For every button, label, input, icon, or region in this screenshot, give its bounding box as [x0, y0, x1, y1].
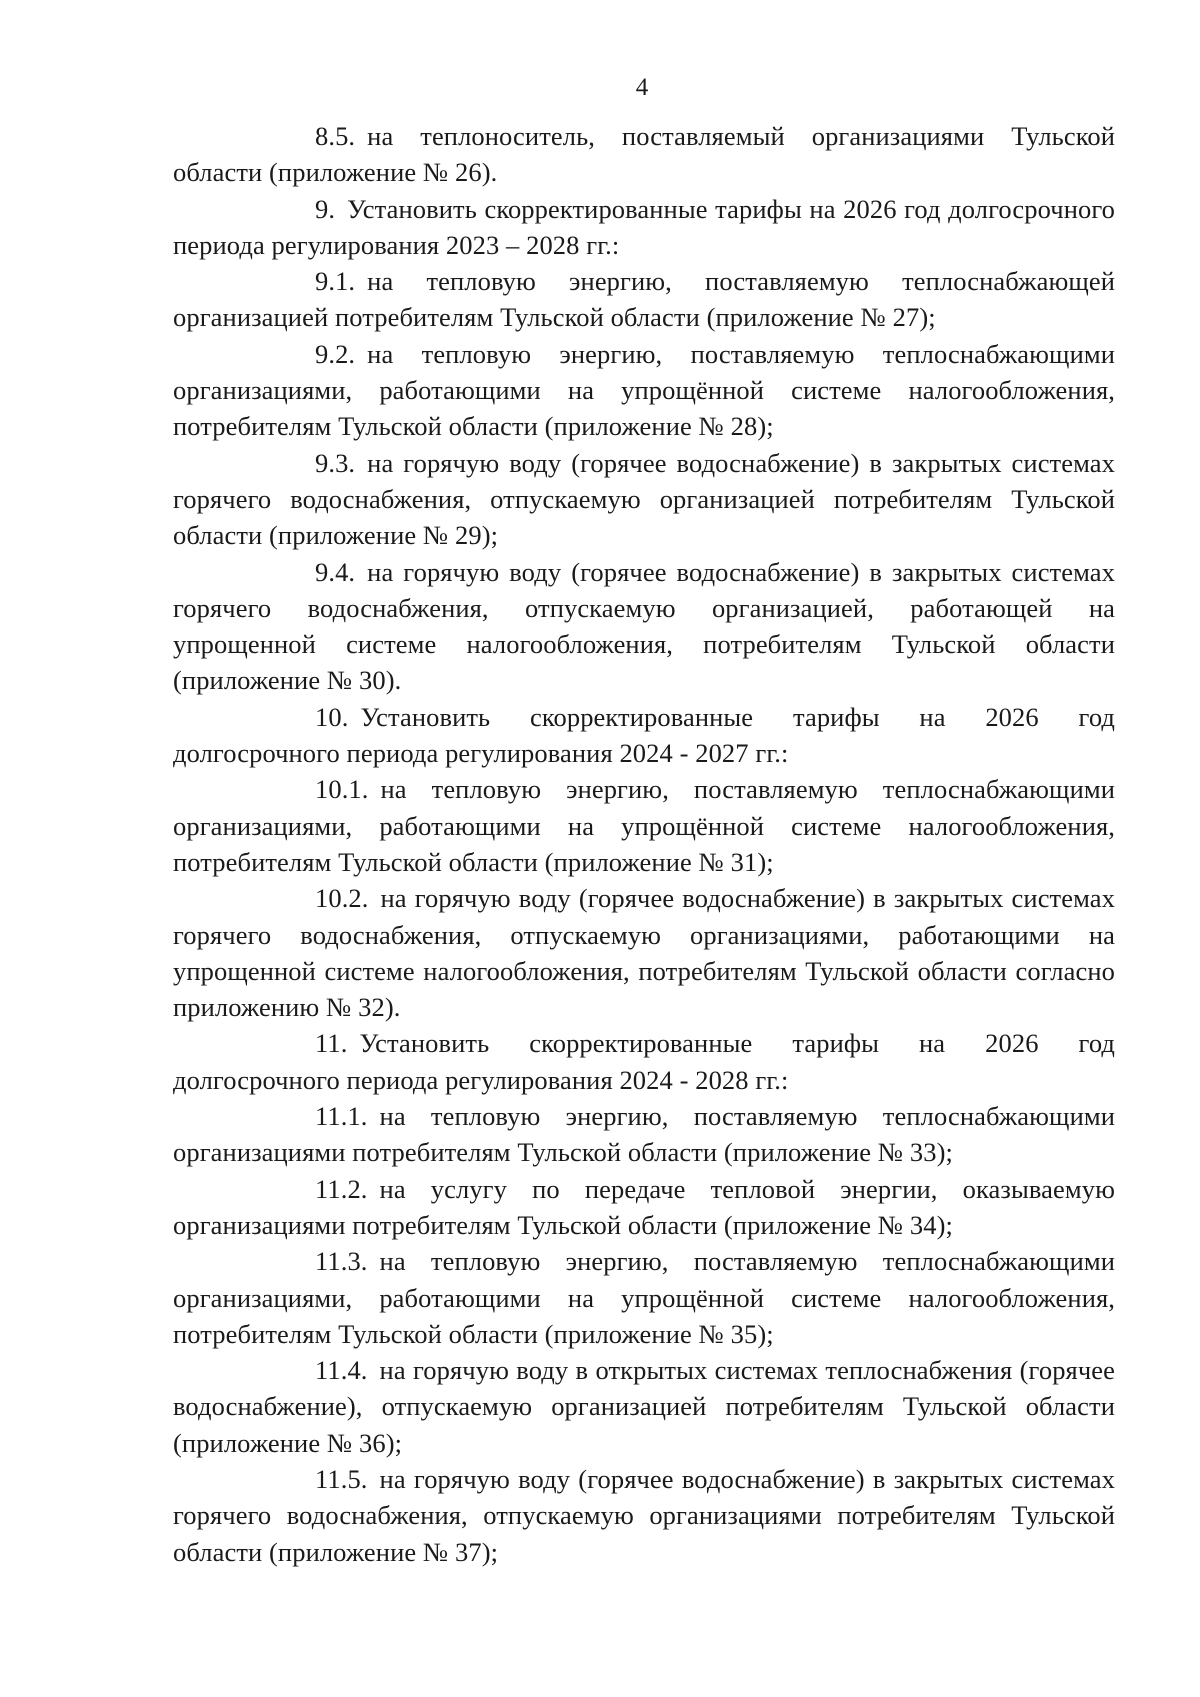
clause-number: 9.3.	[315, 447, 356, 478]
clause-text: на горячую воду (горячее водоснабжение) в закрытых системах горячего водоснабжения, отпускаемую организацией, работающей на упрощенной системе налогообложения, потребителям Тульской области (приложение № 30).	[173, 556, 1115, 696]
clause-text: на горячую воду в открытых системах теплоснабжения (горячее водоснабжение), отпускаемую организацией потребителям Тульской области (приложение № 36);	[173, 1355, 1115, 1458]
page-number: 4	[635, 74, 649, 101]
clause-text: на горячую воду (горячее водоснабжение) в закрытых системах горячего водоснабжения, отпускаемую организациями, работающими на упрощенной системе налогообложения, потребителям Тульской области согласно приложению № 32).	[173, 883, 1115, 1023]
clause-number: 11.	[315, 1028, 348, 1059]
clause-number: 9.2.	[315, 338, 356, 369]
clause-text: Установить скорректированные тарифы на 2026 год долгосрочного периода регулирования 2024 - 2028 гг.:	[173, 1028, 1115, 1095]
clause-11	[173, 1025, 1115, 1098]
clause-number: 11.3.	[315, 1246, 368, 1277]
clause-8-5	[173, 118, 1115, 191]
clause-number: 9.1.	[315, 266, 356, 297]
clause-number: 9.4.	[315, 556, 356, 587]
clause-11-3	[173, 1243, 1115, 1352]
clause-9	[173, 191, 1115, 264]
clause-text: на тепловую энергию, поставляемую теплоснабжающими организациями, работающими на упрощённой системе налогообложения, потребителям Тульской области (приложение № 28);	[173, 338, 1115, 442]
clause-9-4	[173, 554, 1115, 699]
clause-10-1	[173, 771, 1115, 880]
clause-9-1	[173, 263, 1115, 336]
clause-10-2	[173, 880, 1115, 1025]
clause-number: 11.5.	[315, 1463, 368, 1494]
clause-number: 11.4.	[315, 1355, 368, 1386]
clause-text: Установить скорректированные тарифы на 2026 год долгосрочного периода регулирования 2023 – 2028 гг.:	[173, 193, 1115, 260]
clause-number: 8.5.	[315, 121, 356, 151]
clause-text: на горячую воду (горячее водоснабжение) в закрытых системах горячего водоснабжения, отпускаемую организациями потребителям Тульской области (приложение № 37);	[173, 1463, 1115, 1567]
clause-text: на тепловую энергию, поставляемую теплоснабжающими организациями, работающими на упрощённой системе налогообложения, потребителям Тульской области (приложение № 31);	[173, 774, 1115, 877]
clause-number: 9.	[315, 193, 336, 224]
clause-9-2	[173, 336, 1115, 445]
clause-text: на тепловую энергию, поставляемую теплоснабжающими организациями, работающими на упрощённой системе налогообложения, потребителям Тульской области (приложение № 35);	[173, 1246, 1115, 1349]
clause-text: на горячую воду (горячее водоснабжение) в закрытых системах горячего водоснабжения, отпускаемую организацией потребителям Тульской области (приложение № 29);	[173, 447, 1115, 551]
clause-9-3	[173, 445, 1115, 554]
clause-11-1	[173, 1098, 1115, 1171]
clause-number: 11.2.	[315, 1173, 368, 1204]
clause-10	[173, 699, 1115, 772]
clause-text: на тепловую энергию, поставляемую теплоснабжающей организацией потребителям Тульской области (приложение № 27);	[173, 266, 1115, 333]
clause-text: на теплоноситель, поставляемый организациями Тульской области (приложение № 26).	[173, 121, 1115, 188]
clause-11-5	[173, 1461, 1115, 1570]
clause-number: 10.1.	[315, 774, 369, 805]
clause-text: на тепловую энергию, поставляемую теплоснабжающими организациями потребителям Тульской области (приложение № 33);	[173, 1101, 1115, 1168]
clause-text: на услугу по передаче тепловой энергии, оказываемую организациями потребителям Тульской области (приложение № 34);	[173, 1173, 1115, 1240]
clause-11-2	[173, 1171, 1115, 1244]
clause-number: 10.	[315, 701, 349, 732]
document-body	[173, 118, 1115, 1570]
clause-text: Установить скорректированные тарифы на 2026 год долгосрочного периода регулирования 2024 - 2027 гг.:	[173, 701, 1115, 769]
clause-11-4	[173, 1352, 1115, 1461]
clause-number: 10.2.	[315, 883, 369, 914]
clause-number: 11.1.	[315, 1101, 368, 1132]
